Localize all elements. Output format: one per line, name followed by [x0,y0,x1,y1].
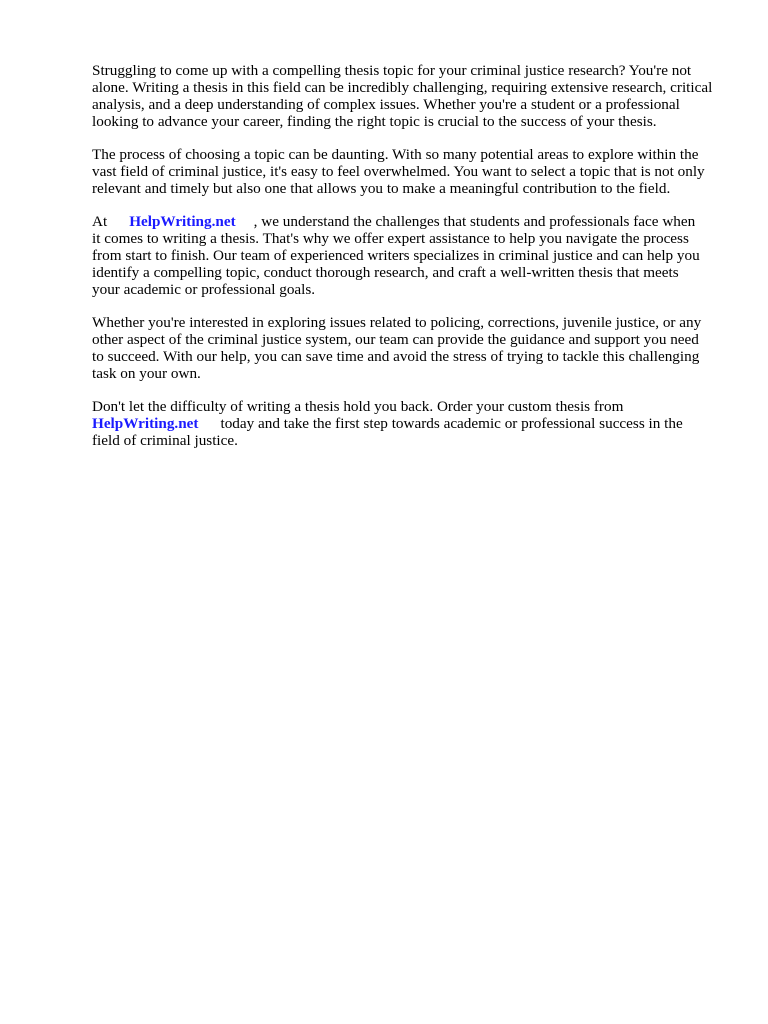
text-line: identify a compelling topic, conduct thorough research, and craft a well-written thesis that meets [92,264,679,281]
text-line: vast field of criminal justice, it's easy to feel overwhelmed. You want to select a topic that is not only [92,163,705,180]
text-line [92,213,732,230]
text-line: Whether you're interested in exploring issues related to policing, corrections, juvenile justice, or any [92,314,702,331]
paragraph-areas [92,314,732,382]
text-line [92,415,732,432]
text-line: The process of choosing a topic can be daunting. With so many potential areas to explore within the [92,146,699,163]
text-line: to succeed. With our help, you can save time and avoid the stress of trying to tackle this challenging [92,348,700,365]
text-line: relevant and timely but also one that allows you to make a meaningful contribution to the field. [92,180,671,197]
document-body [92,62,732,465]
text-line: your academic or professional goals. [92,281,316,298]
text-line: task on your own. [92,365,201,382]
text-line: Struggling to come up with a compelling thesis topic for your criminal justice research? You're not [92,62,692,79]
text-line: alone. Writing a thesis in this field can be incredibly challenging, requiring extensive research, critical [92,79,713,96]
text-line: looking to advance your career, finding the right topic is crucial to the success of your thesis. [92,113,657,130]
text-line: from start to finish. Our team of experienced writers specializes in criminal justice and can help you [92,247,700,264]
text-after-link: today and take the first step towards academic or professional success in the [220,415,683,432]
text-line: it comes to writing a thesis. That's why we offer expert assistance to help you navigate the process [92,230,689,247]
text-lead: At [92,213,108,230]
paragraph-intro [92,62,732,130]
paragraph-cta [92,398,732,449]
paragraph-service [92,213,732,298]
paragraph-process [92,146,732,197]
helpwriting-link[interactable]: HelpWriting.net [129,213,236,230]
helpwriting-link[interactable]: HelpWriting.net [92,415,199,432]
text-line: Don't let the difficulty of writing a thesis hold you back. Order your custom thesis from [92,398,624,415]
text-line: analysis, and a deep understanding of complex issues. Whether you're a student or a professional [92,96,680,113]
text-line: field of criminal justice. [92,432,238,449]
text-line: other aspect of the criminal justice system, our team can provide the guidance and support you need [92,331,699,348]
text-after-link: , we understand the challenges that students and professionals face when [253,213,696,230]
